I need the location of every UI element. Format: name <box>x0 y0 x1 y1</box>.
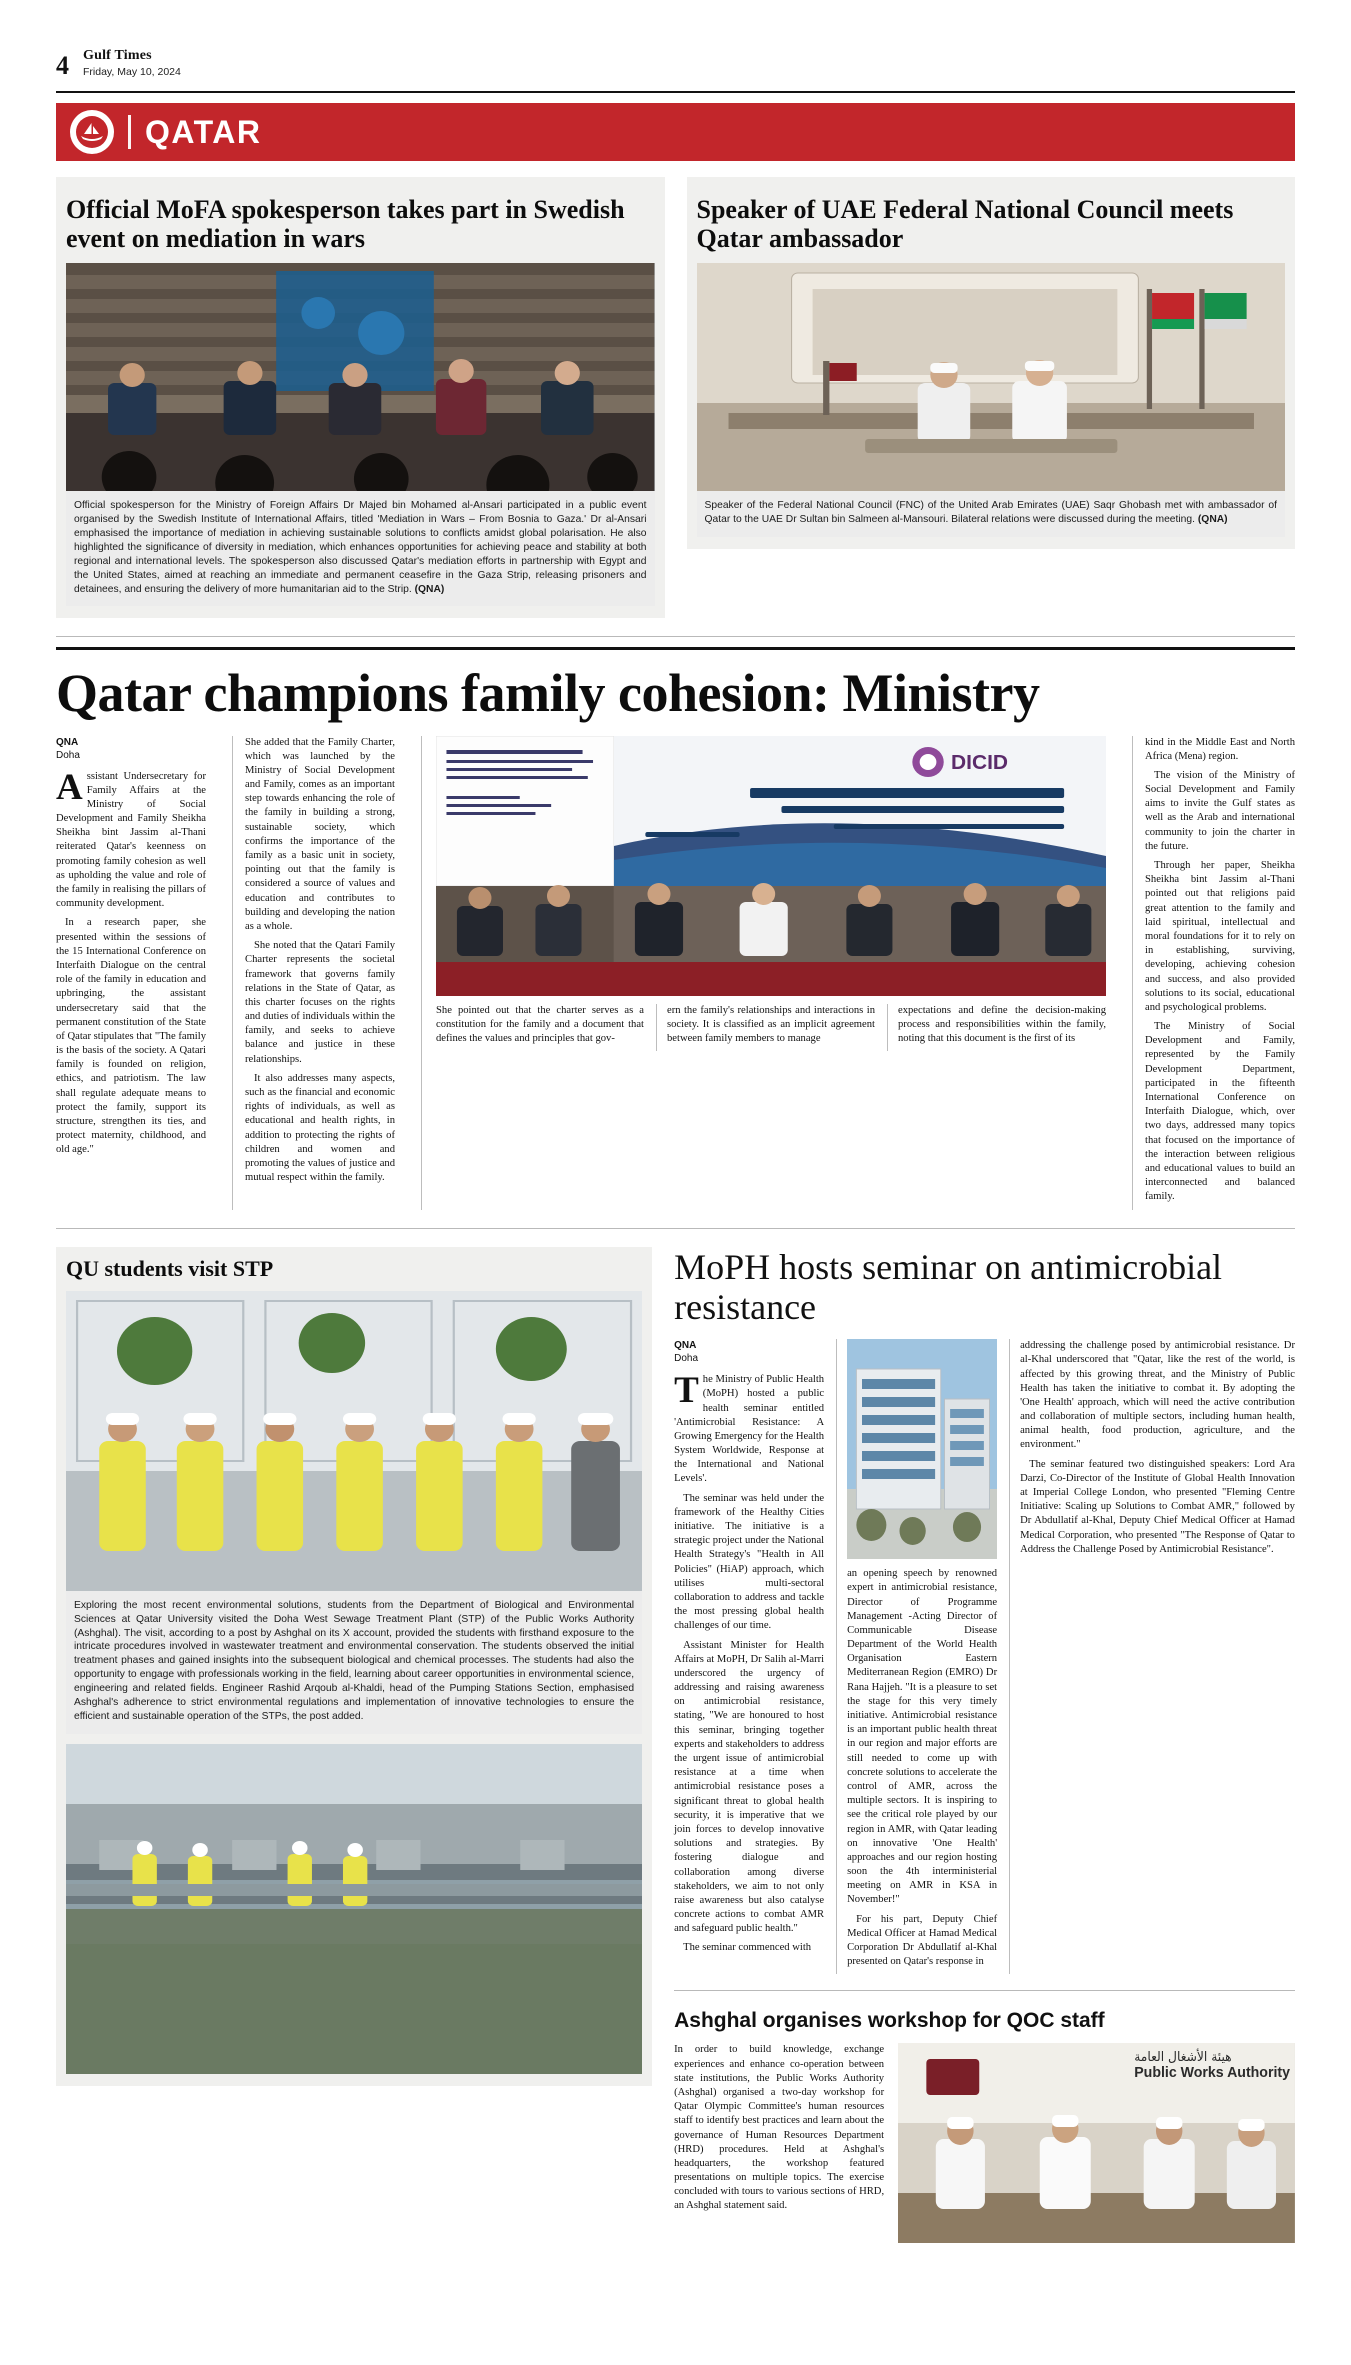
paragraph: ern the family's relationships and interactions in society. It is classified as an implicit agreement between family members to manage <box>667 1004 875 1044</box>
paragraph: She added that the Family Charter, which was launched by the Ministry of Social Development and Family, comes as an important step towards enhancing the role of the family in building a strong, sustainable society, which confirms the importance of the family as a basic unit in society, pointing out that the family is considered a source of values and education and contributes to building and developing the nation as a whole. <box>245 736 395 932</box>
story-qu-caption: Exploring the most recent environmental solutions, students from the Department of Biological and Environmental Sciences at Qatar University visited the Doha West Sewage Treatment Plant (STP) of the Public Works Authority (Ashghal). The visit, according to a post by Ashghal on its X account, provided the students with firsthand exposure to the intricate procedures involved in wastewater treatment and environmental conservation. The students observed the initial treatment phases and gained insights into the subsequent biological and chemical processes. The students had also the opportunity to engage with professionals working in the field, learning about career opportunities in environmental science, engineering and related fields. Engineer Rashid Arqoub al-Khaldi, head of the Pumping Stations Section, emphasised Ashghal's adherence to strict environmental regulations and implementation of innovative technologies to ensure the efficient and sustainable operation of the STPs, the post added. <box>74 1599 635 1722</box>
paragraph: Assistant Minister for Health Affairs at MoPH, Dr Salih al-Marri underscored the urgency of addressing and raising awareness on antimicrobial resistance, stating, "We are honoured to host this seminar, bringing together experts and stakeholders to address the urgent issue of antimicrobial resistance at a time when antimicrobial resistance poses a significant threat to global health security, it is imperative that we join forces to develop innovative solutions and strategies. By fostering dialogue and collaboration among diverse stakeholders, we aim to not only raise awareness but also catalyse concrete actions to combat AMR and safeguard public health." <box>674 1639 825 1935</box>
ashghal-body <box>674 2043 1295 2243</box>
feature-center <box>421 736 1106 1210</box>
ashghal-text <box>674 2043 884 2243</box>
paragraph: It also addresses many aspects, such as the financial and economic rights of individuals, as well as educational and health rights, in addition to protecting the rights of children and women and promoting the values of justice and mutual respect within the family. <box>245 1072 395 1184</box>
story-moph-headline: MoPH hosts seminar on antimicrobial resistance <box>674 1246 1223 1327</box>
feature-columns <box>56 736 1295 1210</box>
paper-name: Gulf Times <box>83 48 152 63</box>
story-uae-photo <box>697 263 1286 491</box>
byline-place: Doha <box>56 749 80 761</box>
paragraph: In order to build knowledge, exchange experiences and enhance co-operation between state institutions, the Public Works Authority (Ashghal) organised a two-day workshop for Qatar Olympic Committee's human resources staff to identify best practices and learn about the governance of Human Resources Department (HRD) procedures. Held at Ashghal's headquarters, the workshop featured presentations on multiple topics. The exercise concluded with tours to various sections of HRD, an Ashghal statement said. <box>674 2044 885 2212</box>
feature-col-1 <box>56 736 206 1210</box>
divider-3 <box>56 1228 1295 1229</box>
paragraph: expectations and define the decision-making process and responsibilities within the family, noting that this document is the first of its <box>898 1004 1106 1044</box>
story-mofa-headline: Official MoFA spokesperson takes part in Swedish event on mediation in wars <box>66 195 625 254</box>
story-uae <box>687 177 1296 618</box>
paragraph: For his part, Deputy Chief Medical Officer at Hamad Medical Corporation Dr Abdullatif al-Khal presented on Qatar's response in <box>847 1913 998 1968</box>
section-title: QATAR <box>145 113 262 150</box>
story-ashghal-photo <box>898 2043 1295 2243</box>
section-banner <box>56 103 1295 161</box>
paragraph: an opening speech by renowned expert in antimicrobial resistance, Director of Programme Management -Acting Director of Communicable Disease Department of the World Health Organisation Eastern Mediterranean Region (EMRO) Dr Rana Hajjeh. "It is a pleasure to set the stage for this very timely initiative. Antimicrobial resistance is an important public health threat in our region and major efforts are still needed to come up with concrete solutions to accelerate the control of AMR, across the multiple sectors. It is inspiring to see the critical role played by our region in AMR, with Qatar leading on innovative 'One Health' approaches and our region hosting soon the 4th interministerial meeting on AMR in KSA in November!" <box>847 1568 998 1906</box>
masthead <box>0 0 1351 85</box>
svg-text:DICID: DICID <box>951 750 1009 774</box>
byline-agency: QNA <box>56 736 79 748</box>
moph-col1-text <box>674 1370 825 1956</box>
feature-col1-text <box>56 766 206 1158</box>
caption-text: Speaker of the Federal National Council (FNC) of the United Arab Emirates (UAE) Saqr Ghobash met with ambassador of Qatar to the UAE Dr Sultan bin Salmeen al-Mansouri. Bilateral relations were discussed during the meeting. <box>704 500 1277 526</box>
divider-4 <box>674 1990 1295 1991</box>
paragraph: The vision of the Ministry of Social Development and Family aims to invite the Gulf states as well as the Arab and international community to join the charter in the future. <box>1145 769 1295 852</box>
publication-date: Friday, May 10, 2024 <box>83 66 181 78</box>
story-qu <box>56 1247 652 2244</box>
paragraph: The seminar commenced with <box>683 1942 812 1954</box>
feature-headline: Qatar champions family cohesion: Ministry <box>56 663 1040 724</box>
story-uae-caption-box <box>697 491 1286 537</box>
story-mofa <box>56 177 665 618</box>
paragraph: addressing the challenge posed by antimicrobial resistance. Dr al-Khal underscored that "Qatar, like the rest of the world, is affected by this growing threat, and the Ministry of Public Health has taken the initiative to combat it. By adopting the 'One Health' approach, which will need the active contribution and collaboration of multiple sectors, including human health, animal health, food production, agriculture, and the environment." <box>1020 1340 1295 1451</box>
story-qu-photo-top <box>66 1291 642 1591</box>
caption-text: Official spokesperson for the Ministry of Foreign Affairs Dr Majed bin Mohamed al-Ansari participated in a public event organised by the Swedish Institute of International Affairs, titled 'Mediation in Wars – From Bosnia to Gaza.' Dr al-Ansari emphasised the importance of mediation in achieving sustainable solutions to conflicts amidst global polarisation. He also highlighted the significance of diversity in mediation, which enhances opportunities for achieving peace and stability at both regional and international levels. The spokesperson also discussed Qatar's mediation efforts in partnership with Egypt and the United States, aimed at reaching an immediate and permanent ceasefire in the Gaza Strip, releasing prisoners and detainees, and ensuring the delivery of more humanitarian aid to the Strip. <box>74 500 647 595</box>
feature-col6-text <box>1145 736 1295 1205</box>
story-mofa-caption-box <box>66 491 655 606</box>
masthead-meta <box>83 48 181 79</box>
feature-col-6 <box>1132 736 1295 1210</box>
svg-text:Public Works Authority: Public Works Authority <box>1134 2065 1291 2082</box>
paragraph: The Ministry of Public Health (MoPH) hosted a public health seminar entitled 'Antimicrobial Resistance: A Growing Emergency for the Health System Worldwide, Response at the International and National Levels'. <box>674 1370 825 1485</box>
lower-section <box>56 1247 1295 2244</box>
gulf-times-dhow-logo-icon <box>70 110 114 154</box>
page-number: 4 <box>56 51 69 80</box>
svg-text:هيئة الأشغال العامة: هيئة الأشغال العامة <box>1134 2049 1232 2065</box>
moph-col-2 <box>836 1339 997 1974</box>
story-uae-headline: Speaker of UAE Federal National Council meets Qatar ambassador <box>696 195 1234 254</box>
moph-columns <box>674 1339 1295 1974</box>
paragraph: Through her paper, Sheikha Sheikha bint Jassim al-Thani pointed out that religions paid great attention to the family and laid spiritual, intellectual and moral foundations for it to rely on in establishing, surviving, developing, achieving cohesion and success, and also provided solutions to its social, educational and psychological problems. <box>1145 860 1295 1013</box>
divider-1 <box>56 636 1295 637</box>
feature-col5-text <box>887 1004 1106 1052</box>
paragraph: The seminar featured two distinguished speakers: Lord Ara Darzi, Co-Director of the Institute of Global Health Innovation at Imperial College London, who presented "Fleming Centre Initiative: Scaling up Solutions to Combat AMR," followed by Dr Abdullatif al-Khal, Deputy Chief Medical Officer at Hamad Medical Corporation, who presented "The Response of Qatar to Address the Challenge Posed by Antimicrobial Resistance". <box>1020 1458 1295 1555</box>
moph-col2-text <box>847 1567 997 1969</box>
feature-story <box>56 663 1295 1209</box>
feature-col-2 <box>232 736 395 1210</box>
story-qu-caption-box <box>66 1591 642 1734</box>
story-ashghal-headline: Ashghal organises workshop for QOC staff <box>674 2009 1105 2033</box>
paragraph: The seminar was held under the framework of the Healthy Cities initiative. The initiative is a strategic project under the National Health Strategy's "Health in All Policies" (HiAP) approach, which utilises multi-sectoral collaboration to address and tackle the most pressing global health challenges of our time. <box>674 1492 825 1632</box>
byline-agency: QNA <box>674 1340 697 1352</box>
feature-byline <box>56 736 206 762</box>
feature-col4-text <box>656 1004 875 1052</box>
paragraph: kind in the Middle East and North Africa (Mena) region. <box>1145 736 1295 762</box>
divider-2 <box>56 647 1295 650</box>
paragraph: She pointed out that the charter serves as a constitution for the family and a document that defines the values and principles that gov- <box>436 1004 644 1044</box>
moph-byline <box>674 1339 824 1365</box>
feature-photo <box>436 736 1106 996</box>
banner-divider <box>128 115 131 149</box>
feature-col2-text <box>245 736 395 1186</box>
story-qu-headline: QU students visit STP <box>66 1255 274 1281</box>
story-uae-caption <box>705 499 1278 527</box>
moph-col-1 <box>674 1339 824 1974</box>
paragraph: Assistant Undersecretary for Family Affairs at the Ministry of Social Development and Family Sheikha Sheikha bint Jassim al-Thani reiterated Qatar's keenness on promoting family cohesion as well as upholding the value and role of the family in realising the pillars of community development. <box>56 766 206 910</box>
story-qu-photo-bottom <box>66 1744 642 2074</box>
masthead-rule <box>56 91 1295 93</box>
caption-source: (QNA) <box>414 583 445 595</box>
story-moph <box>674 1247 1295 2244</box>
paragraph: She noted that the Qatari Family Charter represents the societal framework that governs family relations in the State of Qatar, as this charter focuses on the rights and duties of individuals within the family, and seeks to achieve balance and justice in these relationships. <box>245 940 395 1065</box>
moph-col3-text <box>1020 1339 1295 1557</box>
story-moph-photo <box>847 1339 997 1559</box>
story-mofa-photo <box>66 263 655 491</box>
caption-source: (QNA) <box>1197 514 1228 526</box>
byline-place: Doha <box>674 1353 699 1365</box>
feature-col3-text <box>436 1004 644 1052</box>
paragraph: The Ministry of Social Development and Family, represented by the Family Development Department, participated in the fifteenth International Conference on Interfaith Dialogue, which, over two days, addressed many topics that focused on the importance of the interaction between religious and educational values to build an interconnected and balanced family. <box>1145 1021 1295 1203</box>
top-stories <box>56 177 1295 618</box>
moph-col-3 <box>1009 1339 1295 1974</box>
paragraph: In a research paper, she presented within the sessions of the 15 International Conference on Interfaith Dialogue on the central role of the family in education and upbringing, the assistant undersecretary said that the permanent constitution of the State of Qatar stipulates that "The family is the basis of the society. A Qatari family is founded on religion, ethics, and patriotism. The law shall regulate adequate means to protect the family, support its structure, strengthen its ties, and protect maternity, childhood, and old age." <box>56 917 206 1156</box>
story-mofa-caption <box>74 499 647 596</box>
